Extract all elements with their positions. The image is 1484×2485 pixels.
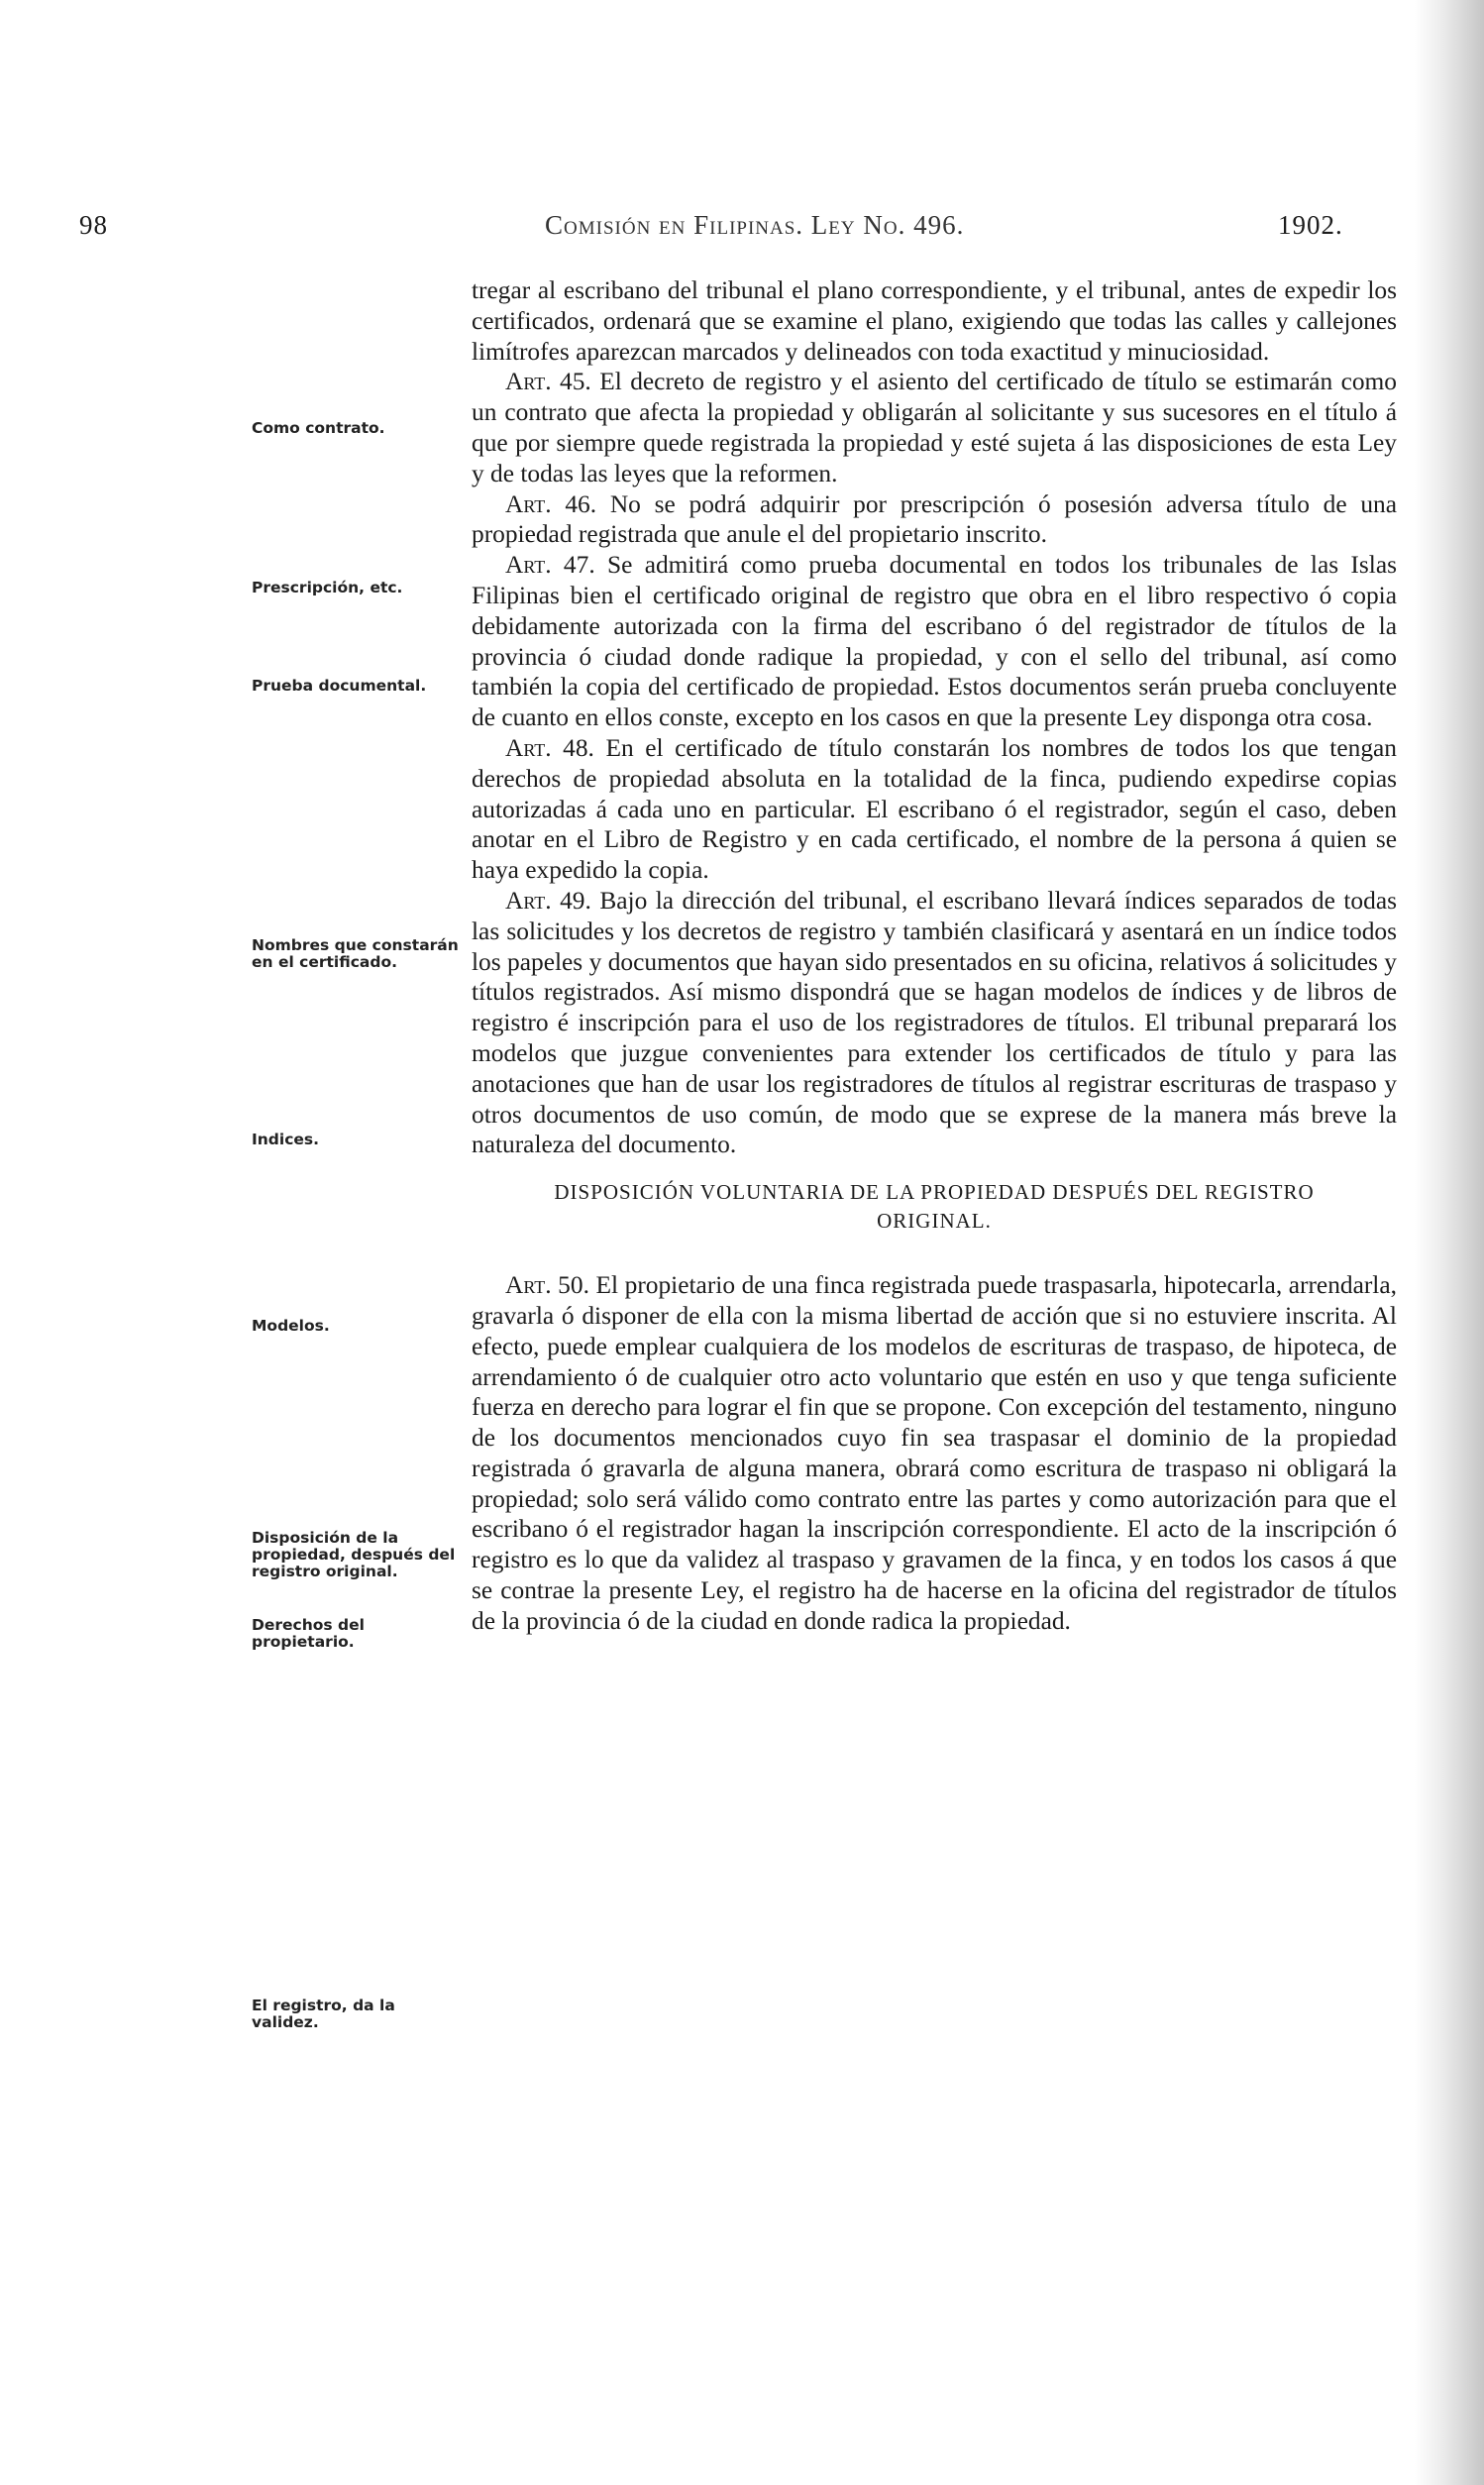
- article-47-text: Se admitirá como prueba documental en todos los tribunales de las Islas Filipinas bien el certificado original de registro que obra en el libro respectivo ó copia debidamente autorizada con la firma del escribano ó del registrador de títulos de la provincia ó ciudad donde radique la propiedad, y con el sello del tribunal, así como también la copia del certificado de propiedad. Estos documentos serán prueba concluyente de cuanto en ellos conste, excepto en los casos en que la presente Ley disponga otra cosa.: [472, 551, 1397, 732]
- body-text: [472, 275, 1397, 1637]
- article-46-label: Art. 46.: [505, 489, 597, 518]
- article-45-label: Art. 45.: [505, 368, 591, 396]
- article-46-text: No se podrá adquirir por prescripción ó posesión adversa título de una propiedad registrada que anule el del propietario inscrito.: [472, 489, 1397, 549]
- article-45: [472, 367, 1397, 488]
- article-48-text: En el certificado de título constarán los nombres de todos los que tengan derechos de propiedad absoluta en la totalidad de la finca, pudiendo expedirse copias autorizadas á cada uno en particular. El escribano ó el registrador, según el caso, deben anotar en el Libro de Registro y en cada certificado, el nombre de la persona á quien se haya expedido la copia.: [472, 733, 1397, 885]
- page-edge-shadow: [1415, 0, 1484, 2485]
- article-48-label: Art. 48.: [505, 733, 594, 762]
- margin-note-nombres: Nombres que constarán en el certificado.: [252, 936, 459, 971]
- margin-note-disposicion: Disposición de la propiedad, después del registro original.: [252, 1529, 456, 1580]
- section-heading: [472, 1178, 1397, 1236]
- article-49-label: Art. 49.: [505, 886, 591, 915]
- article-49-text: Bajo la dirección del tribunal, el escribano llevará índices separados de todas las solicitudes y los decretos de registro y también clasificará y asentará en un índice todos los papeles y documentos que hayan sido presentados en su oficina, relativos á solicitudes y títulos registrados. Así mismo dispondrá que se hagan modelos de índices y de libros de registro é inscripción para el uso de los registradores de títulos. El tribunal preparará los modelos que juzgue convenientes para extender los certificados de título y para las anotaciones que han de usar los registradores de títulos al registrar escrituras de traspaso y otros documentos de uso común, de modo que se exprese de la manera más breve la naturaleza del documento.: [472, 886, 1397, 1159]
- article-50: [472, 1270, 1397, 1637]
- margin-note-registro-validez: El registro, da la validez.: [252, 1997, 395, 2031]
- article-47: [472, 550, 1397, 733]
- margin-note-prescripcion: Prescripción, etc.: [252, 579, 403, 596]
- article-45-text: El decreto de registro y el asiento del certificado de título se estimarán como un contrato que afecta la propiedad y obligarán al solicitante y sus sucesores en el título á que por siempre quede registrada la propiedad y esté sujeta á las disposiciones de esta Ley y de todas las leyes que la reformen.: [472, 368, 1397, 487]
- article-50-text: El propietario de una finca registrada puede traspasarla, hipotecarla, arrendarla, gravarla ó disponer de ella con la misma libertad de acción que si no estuviere inscrita. Al efecto, puede emplear cualquiera de los modelos de escrituras de traspaso, de hipoteca, de arrendamiento ó de cualquier otro acto voluntario que estén en uso y que tenga suficiente fuerza en derecho para lograr el fin que se propone. Con excepción del testamento, ninguno de los documentos mencionados cuyo fin sea traspasar el dominio de la propiedad registrada ó gravarla de alguna manera, obrará como escritura de traspaso ni obligará la propiedad; solo será válido como contrato entre las partes y como autorización para que el escribano ó el registrador hagan la inscripción correspondiente. El acto de la inscripción ó registro es lo que da validez al traspaso y gravamen de la finca, y en todos los casos á que se contrae la presente Ley, el registro ha de hacerse en la oficina del registrador de títulos de la provincia ó de la ciudad en donde radica la propiedad.: [472, 1271, 1397, 1635]
- article-48: [472, 733, 1397, 886]
- section-heading-line-1: DISPOSICIÓN VOLUNTARIA DE LA PROPIEDAD DESPUÉS DEL REGISTRO: [554, 1180, 1315, 1205]
- page-number: 98: [79, 210, 108, 240]
- margin-note-indices: Indices.: [252, 1131, 320, 1148]
- margin-note-como-contrato: Como contrato.: [252, 419, 385, 437]
- margin-note-modelos: Modelos.: [252, 1317, 330, 1335]
- article-50-label: Art. 50.: [505, 1271, 589, 1300]
- section-heading-line-2: ORIGINAL.: [877, 1209, 992, 1234]
- margin-note-prueba-documental: Prueba documental.: [252, 677, 427, 695]
- article-47-label: Art. 47.: [505, 551, 595, 580]
- running-title: Comisión en Filipinas. Ley No. 496.: [545, 210, 965, 240]
- page-header: [79, 210, 1387, 250]
- header-year: 1902.: [1278, 210, 1343, 240]
- intro-paragraph: tregar al escribano del tribunal el plano correspondiente, y el tribunal, antes de expedir los certificados, ordenará que se examine el plano, exigiendo que todas las calles y callejones limítrofes aparezcan marcados y delineados con toda exactitud y minuciosidad.: [472, 276, 1397, 366]
- margin-note-derechos: Derechos del propietario.: [252, 1616, 365, 1651]
- article-46: [472, 489, 1397, 551]
- article-49: [472, 886, 1397, 1160]
